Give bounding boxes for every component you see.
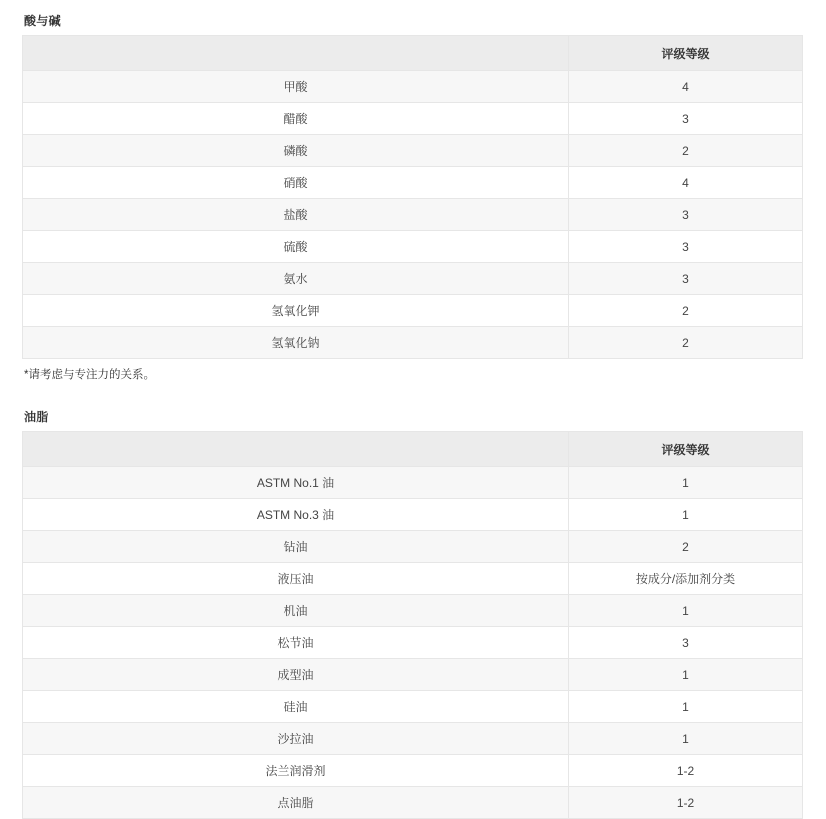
- cell-name: ASTM No.1 油: [23, 467, 569, 499]
- cell-name: 法兰润滑剂: [23, 755, 569, 787]
- table-row: [23, 199, 803, 231]
- cell-name: 氨水: [23, 263, 569, 295]
- column-header-name: [23, 36, 569, 71]
- cell-rating: 1: [569, 467, 803, 499]
- table-row: [23, 467, 803, 499]
- cell-name: 液压油: [23, 563, 569, 595]
- table-row: [23, 499, 803, 531]
- section-title: 酸与碱: [24, 14, 61, 28]
- table-row: [23, 167, 803, 199]
- table-row: [23, 103, 803, 135]
- cell-name: 甲酸: [23, 71, 569, 103]
- cell-name: 点油脂: [23, 787, 569, 819]
- cell-name: 机油: [23, 595, 569, 627]
- cell-rating: 4: [569, 167, 803, 199]
- column-header-name: [23, 432, 569, 467]
- table-row: [23, 263, 803, 295]
- cell-name: 松节油: [23, 627, 569, 659]
- cell-rating: 1: [569, 723, 803, 755]
- cell-name: ASTM No.3 油: [23, 499, 569, 531]
- table-row: [23, 627, 803, 659]
- table-row: [23, 531, 803, 563]
- cell-name: 氢氧化钾: [23, 295, 569, 327]
- table-header: [23, 36, 803, 71]
- cell-rating: 3: [569, 199, 803, 231]
- column-header-rating: 评级等级: [569, 36, 803, 71]
- table-row: [23, 563, 803, 595]
- table-row: [23, 135, 803, 167]
- table-row: [23, 327, 803, 359]
- table-row: [23, 787, 803, 819]
- table-row: [23, 755, 803, 787]
- cell-rating: 3: [569, 627, 803, 659]
- acids-bases-table: [22, 35, 803, 359]
- cell-name: 氢氧化钠: [23, 327, 569, 359]
- table-header-row: [23, 432, 803, 467]
- cell-name: 钻油: [23, 531, 569, 563]
- cell-rating: 1: [569, 691, 803, 723]
- cell-rating: 1: [569, 595, 803, 627]
- table-header-row: [23, 36, 803, 71]
- section-title: 油脂: [24, 410, 49, 424]
- cell-name: 盐酸: [23, 199, 569, 231]
- cell-rating: 1-2: [569, 755, 803, 787]
- table-header: [23, 432, 803, 467]
- cell-rating: 3: [569, 263, 803, 295]
- cell-rating: 1: [569, 499, 803, 531]
- cell-rating: 1-2: [569, 787, 803, 819]
- table-row: [23, 231, 803, 263]
- cell-name: 醋酸: [23, 103, 569, 135]
- cell-rating: 4: [569, 71, 803, 103]
- table-body: [23, 71, 803, 359]
- cell-name: 硅油: [23, 691, 569, 723]
- table-row: [23, 595, 803, 627]
- cell-rating: 3: [569, 231, 803, 263]
- table-row: [23, 659, 803, 691]
- cell-name: 硫酸: [23, 231, 569, 263]
- oils-table: [22, 431, 803, 819]
- footnote: *请考虑与专注力的关系。: [24, 369, 155, 381]
- cell-rating: 1: [569, 659, 803, 691]
- cell-rating: 3: [569, 103, 803, 135]
- table-row: [23, 691, 803, 723]
- section-oils: [22, 408, 804, 819]
- cell-rating: 2: [569, 327, 803, 359]
- section-acids-bases: [22, 12, 804, 382]
- cell-name: 磷酸: [23, 135, 569, 167]
- cell-name: 硝酸: [23, 167, 569, 199]
- cell-rating: 按成分/添加剂分类: [569, 563, 803, 595]
- section-spacer: [22, 382, 804, 406]
- cell-rating: 2: [569, 295, 803, 327]
- cell-name: 成型油: [23, 659, 569, 691]
- table-row: [23, 723, 803, 755]
- table-row: [23, 295, 803, 327]
- cell-rating: 2: [569, 135, 803, 167]
- cell-rating: 2: [569, 531, 803, 563]
- table-row: [23, 71, 803, 103]
- cell-name: 沙拉油: [23, 723, 569, 755]
- table-body: [23, 467, 803, 819]
- column-header-rating: 评级等级: [569, 432, 803, 467]
